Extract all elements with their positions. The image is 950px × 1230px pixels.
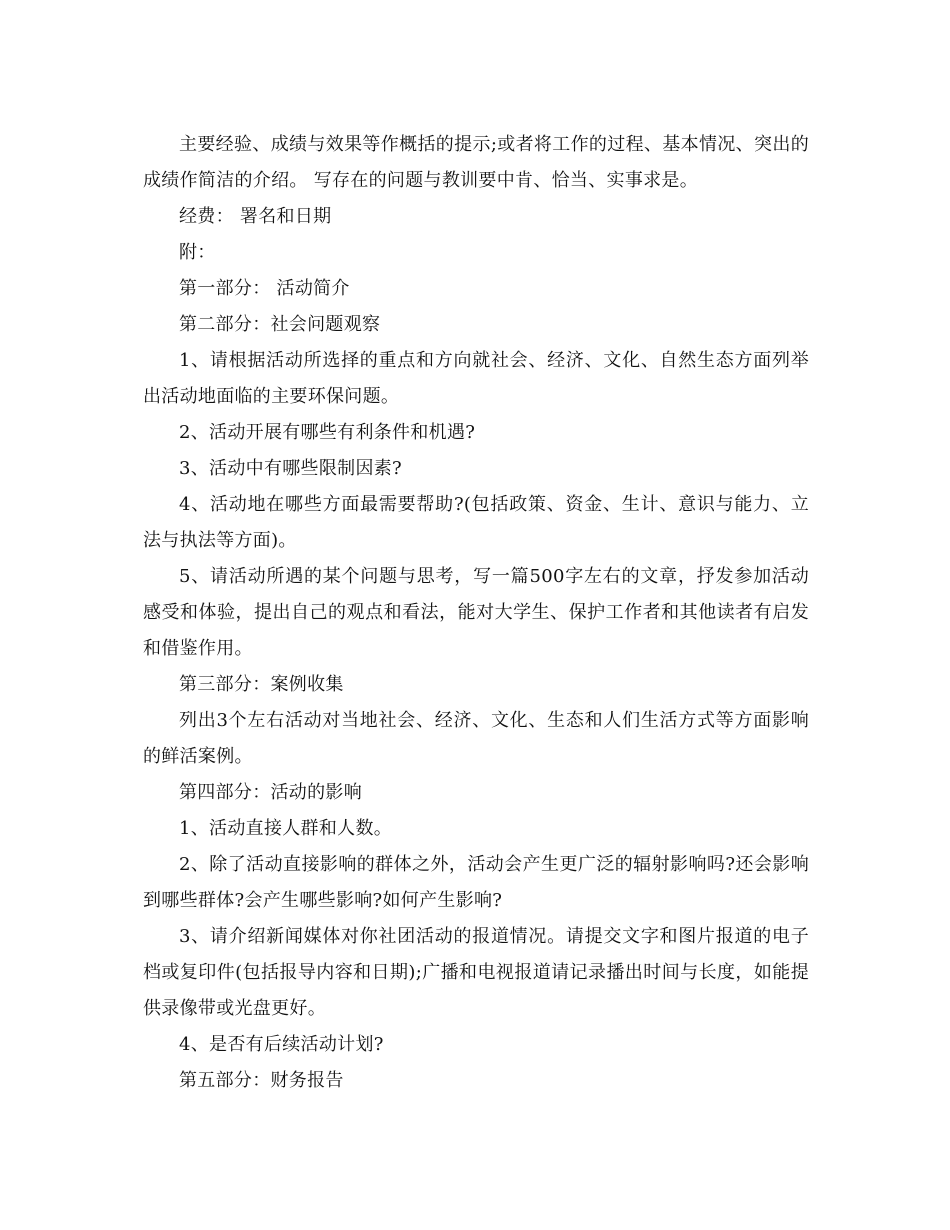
paragraph-summary-intro: 主要经验、成绩与效果等作概括的提示;或者将工作的过程、基本情况、突出的成绩作简洁的介绍。 写存在的问题与教训要中肯、恰当、实事求是。 (143, 134, 809, 191)
document-body (143, 127, 809, 1099)
list-item-part-2-5: 5、请活动所遇的某个问题与思考，写一篇500字左右的文章，抒发参加活动感受和体验，提出自己的观点和看法，能对大学生、保护工作者和其他读者有启发和借鉴作用。 (143, 566, 809, 659)
list-item-part-4-4: 4、是否有后续活动计划? (179, 1034, 384, 1055)
section-heading-part-3: 第三部分：案例收集 (179, 674, 344, 695)
list-item-part-4-3: 3、请介绍新闻媒体对你社团活动的报道情况。请提交文字和图片报道的电子档或复印件(包括报导内容和日期);广播和电视报道请记录播出时间与长度，如能提供录像带或光盘更好。 (143, 926, 809, 1019)
section-heading-part-2: 第二部分：社会问题观察 (179, 314, 381, 335)
list-item-part-2-1: 1、请根据活动所选择的重点和方向就社会、经济、文化、自然生态方面列举出活动地面临的主要环保问题。 (143, 350, 809, 407)
list-item-part-2-2: 2、活动开展有哪些有利条件和机遇? (179, 422, 476, 443)
list-item-part-2-3: 3、活动中有哪些限制因素? (179, 458, 403, 479)
section-heading-part-5: 第五部分：财务报告 (179, 1070, 344, 1091)
paragraph-appendix: 附： (179, 242, 216, 263)
section-heading-part-4: 第四部分：活动的影响 (179, 782, 362, 803)
section-heading-part-1: 第一部分： 活动简介 (179, 278, 350, 299)
paragraph-case-collection: 列出3个左右活动对当地社会、经济、文化、生态和人们生活方式等方面影响的鲜活案例。 (143, 710, 809, 767)
paragraph-funding-signature: 经费： 署名和日期 (179, 206, 332, 227)
list-item-part-4-1: 1、活动直接人群和人数。 (179, 818, 393, 839)
list-item-part-4-2: 2、除了活动直接影响的群体之外，活动会产生更广泛的辐射影响吗?还会影响到哪些群体?会产生哪些影响?如何产生影响? (143, 854, 809, 911)
list-item-part-2-4: 4、活动地在哪些方面最需要帮助?(包括政策、资金、生计、意识与能力、立法与执法等方面)。 (143, 494, 809, 551)
